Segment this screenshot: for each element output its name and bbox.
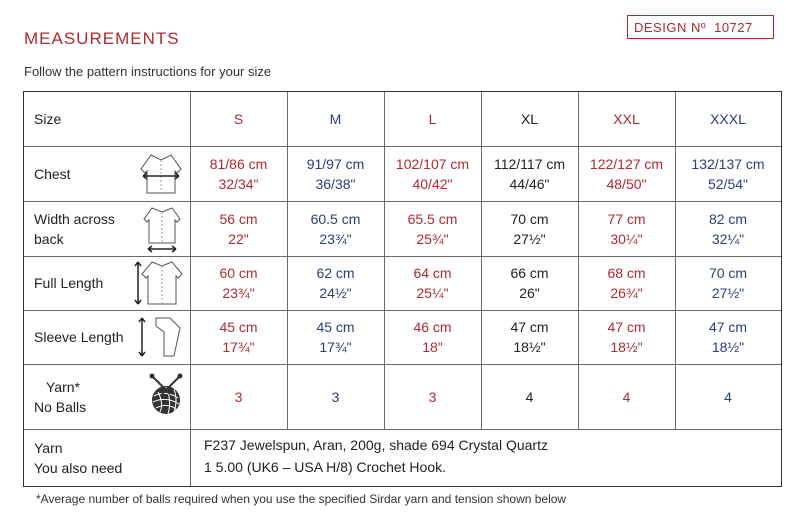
design-number-box: [627, 15, 774, 39]
measure-cm: 56 cm: [219, 210, 258, 227]
measure-inches: 44/46": [509, 175, 550, 192]
measure-inches: 52/54": [707, 175, 748, 192]
measurements-heading: MEASUREMENTS: [24, 29, 180, 48]
size-label: Size: [34, 111, 62, 127]
column-divider: [190, 92, 191, 486]
yarn-balls-label: Yarn* No Balls: [34, 378, 87, 415]
measure-cm: 47 cm: [510, 319, 549, 335]
chest-measure-icon: [137, 151, 185, 196]
measure-s: [190, 256, 287, 310]
measure-xxxl: [675, 146, 781, 201]
measure-xxxl: [675, 310, 781, 364]
full-length-measure-icon: [132, 258, 186, 308]
measure-s: [190, 201, 287, 256]
measure-cm: 60 cm: [219, 265, 258, 281]
sleeve-length-measure-icon: [134, 312, 186, 362]
measure-cm: 70 cm: [708, 265, 748, 281]
balls-s: 3: [234, 388, 243, 405]
yarn-info-row: [24, 429, 781, 486]
measure-cm: 47 cm: [708, 319, 748, 335]
measure-inches: 23¾": [319, 230, 352, 247]
size-s: [190, 92, 287, 146]
measure-l: [384, 146, 481, 201]
measure-cm: 102/107 cm: [395, 155, 470, 172]
size-l-text: L: [428, 111, 437, 127]
measure-inches: 25¼": [416, 285, 449, 301]
measure-inches: 40/42": [412, 175, 453, 192]
measure-inches: 22": [228, 230, 249, 247]
measure-l: [384, 256, 481, 310]
chest-row: [24, 146, 781, 202]
measure-xxxl: [675, 256, 781, 310]
column-divider: [384, 92, 385, 429]
size-xxxl-text: XXXL: [710, 111, 746, 127]
measure-inches: 17¾": [222, 339, 255, 355]
measure-inches: 27½": [711, 285, 745, 301]
balls-xxl: 4: [622, 388, 631, 405]
measure-xxl: [578, 146, 675, 201]
balls-m: 3: [331, 388, 340, 405]
design-label: DESIGN Nº: [634, 19, 707, 35]
measure-inches: 23¾": [222, 285, 255, 301]
measure-cm: 81/86 cm: [209, 155, 268, 172]
measure-xxl: [578, 201, 675, 256]
measure-inches: 17¾": [319, 339, 352, 355]
measure-cm: 112/117 cm: [493, 155, 566, 172]
size-xxl: [578, 92, 675, 146]
measure-cm: 122/127 cm: [589, 155, 664, 172]
measure-l: [384, 310, 481, 364]
measure-inches: 26¾": [610, 285, 643, 301]
full-length-row: [24, 256, 781, 311]
measure-cm: 62 cm: [316, 265, 355, 281]
measure-inches: 48/50": [606, 175, 647, 192]
measurements-table: [23, 91, 782, 487]
yarn-info-label: Yarn You also need: [34, 439, 123, 476]
measure-cm: 68 cm: [607, 265, 646, 281]
back-width-measure-icon: [140, 205, 184, 253]
measure-m: [287, 310, 384, 364]
measure-xxl: [578, 310, 675, 364]
size-s-text: S: [233, 111, 244, 127]
measure-cm: 45 cm: [219, 319, 258, 335]
hook-spec-text: 1 5.00 (UK6 – USA H/8) Crochet Hook.: [204, 459, 446, 475]
size-m-text: M: [329, 111, 342, 127]
measure-m: [287, 256, 384, 310]
measure-inches: 32/34": [218, 175, 259, 192]
width-back-label: Width across back: [34, 210, 115, 247]
column-divider: [287, 92, 288, 429]
measure-inches: 18½": [610, 339, 643, 355]
balls-xl: 4: [525, 388, 534, 405]
size-m: [287, 92, 384, 146]
size-xl: [481, 92, 578, 146]
measure-cm: 66 cm: [510, 265, 549, 281]
measure-m: [287, 146, 384, 201]
measure-xl: [481, 310, 578, 364]
measure-xxl: [578, 256, 675, 310]
measure-cm: 45 cm: [316, 319, 355, 335]
measure-s: [190, 146, 287, 201]
measure-cm: 82 cm: [708, 210, 748, 227]
measure-cm: 70 cm: [510, 210, 549, 227]
measure-cm: 91/97 cm: [306, 155, 365, 172]
yarn-spec-text: F237 Jewelspun, Aran, 200g, shade 694 Crystal Quartz: [204, 437, 548, 453]
measure-inches: 32¼": [711, 230, 745, 247]
measure-inches: 18": [422, 339, 443, 355]
size-xxxl: [675, 92, 781, 146]
yarn-balls-row: [24, 364, 781, 430]
measure-xl: [481, 146, 578, 201]
size-l: [384, 92, 481, 146]
yarn-ball-icon: [144, 372, 188, 420]
measure-cm: 77 cm: [607, 210, 646, 227]
measure-cm: 47 cm: [607, 319, 646, 335]
instructions-subtitle: Follow the pattern instructions for your size: [24, 64, 272, 79]
sleeve-length-label: Sleeve Length: [34, 329, 124, 345]
measure-inches: 26": [519, 285, 540, 301]
measure-cm: 65.5 cm: [407, 210, 458, 227]
measure-inches: 30¼": [610, 230, 643, 247]
measure-inches: 36/38": [315, 175, 356, 192]
size-xl-text: XL: [520, 111, 539, 127]
design-number: 10727: [714, 19, 753, 35]
measure-inches: 18½": [711, 339, 745, 355]
chest-label: Chest: [34, 165, 71, 182]
measure-cm: 46 cm: [413, 319, 452, 335]
measure-xl: [481, 201, 578, 256]
measure-m: [287, 201, 384, 256]
size-xxl-text: XXL: [613, 111, 640, 127]
footnote: *Average number of balls required when you use the specified Sirdar yarn and tension shown below: [36, 492, 567, 506]
measure-cm: 132/137 cm: [691, 155, 765, 172]
column-divider: [481, 92, 482, 429]
measure-inches: 18½": [513, 339, 546, 355]
measure-xxxl: [675, 201, 781, 256]
measure-cm: 64 cm: [413, 265, 452, 281]
width-back-row: [24, 201, 781, 257]
column-divider: [578, 92, 579, 429]
column-divider: [675, 92, 676, 429]
measure-cm: 60.5 cm: [310, 210, 361, 227]
measure-l: [384, 201, 481, 256]
measure-inches: 27½": [513, 230, 546, 247]
balls-l: 3: [428, 388, 437, 405]
size-header-row: [24, 92, 781, 147]
measure-inches: 24½": [319, 285, 352, 301]
measure-s: [190, 310, 287, 364]
measure-inches: 25¾": [416, 230, 449, 247]
balls-xxxl: 4: [724, 388, 732, 405]
sleeve-length-row: [24, 310, 781, 365]
measure-xl: [481, 256, 578, 310]
full-length-label: Full Length: [34, 275, 104, 291]
